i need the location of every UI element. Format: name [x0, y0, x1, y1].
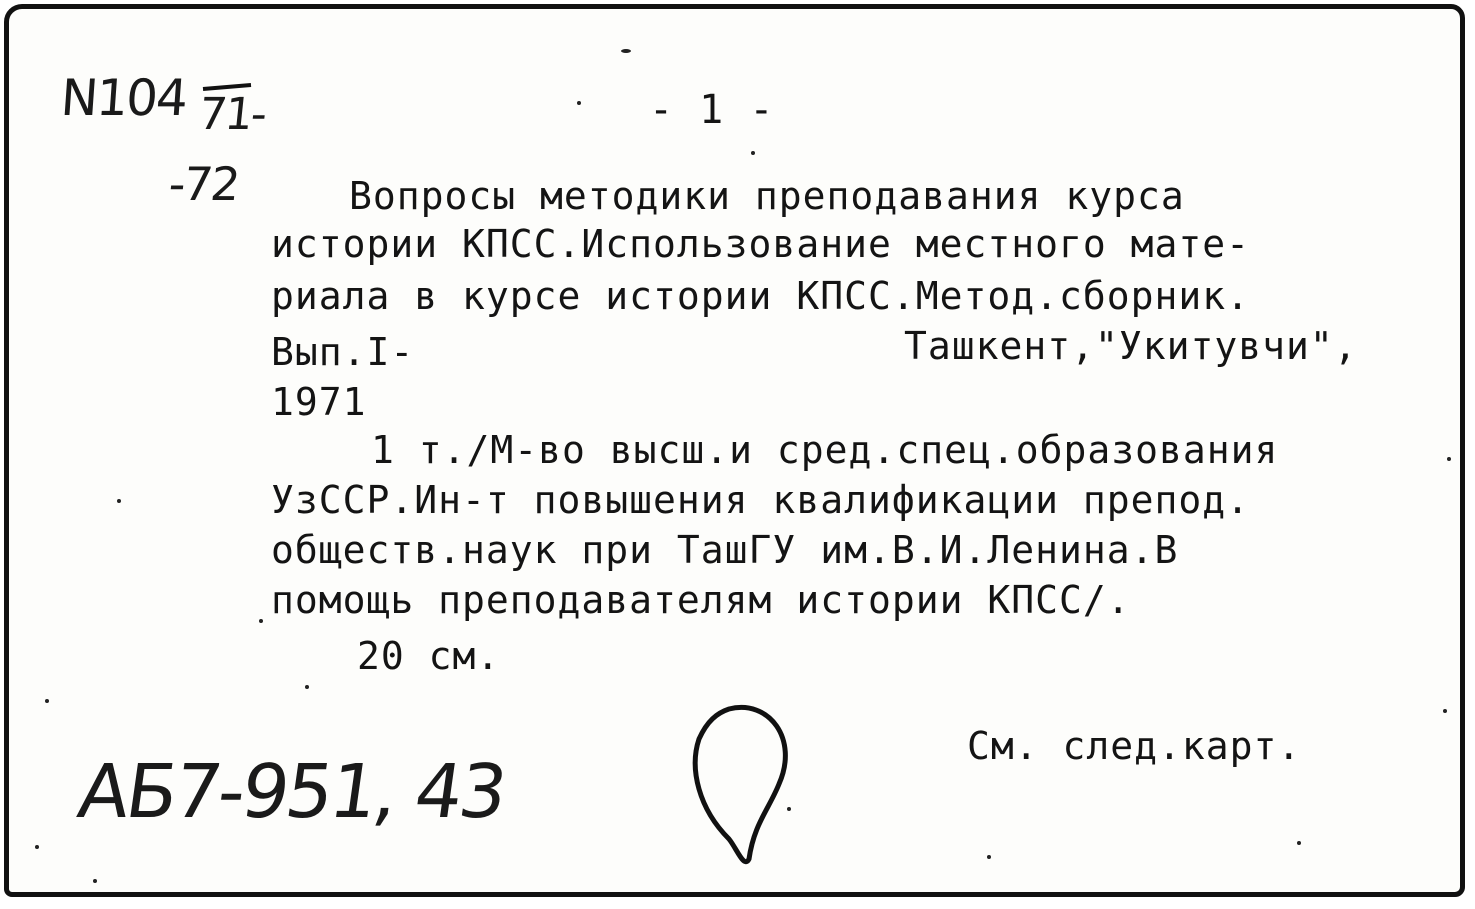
- speck: [35, 845, 39, 849]
- year-line: 1971: [271, 380, 367, 424]
- punch-hole-outline: [9, 9, 1465, 897]
- catalog-card: [4, 4, 1465, 897]
- handwritten-years-bottom: -72: [166, 157, 241, 211]
- handwritten-years-top: 71-: [196, 89, 268, 140]
- handwritten-shelfmark: АБ7-951, 43: [72, 749, 510, 835]
- speck: [751, 151, 755, 155]
- speck: [117, 499, 121, 503]
- speck: [987, 855, 991, 859]
- speck: [259, 619, 263, 623]
- title-line-1: Вопросы методики преподавания курса: [349, 174, 1185, 218]
- notes-line-4: помощь преподавателям истории КПСС/.: [271, 578, 1131, 622]
- issue-line: Вып.I-: [271, 330, 415, 374]
- size-line: 20 см.: [357, 634, 501, 678]
- speck: [1443, 709, 1447, 713]
- speck: [787, 807, 791, 811]
- notes-line-2: УзССР.Ин-т повышения квалификации препод.: [271, 478, 1250, 522]
- speck: [1447, 457, 1451, 461]
- continuation-note: См. след.карт.: [967, 724, 1302, 768]
- notes-line-3: обществ.наук при ТашГУ им.В.И.Ленина.В: [271, 528, 1179, 572]
- publisher-line: Ташкент,"Укитувчи",: [904, 324, 1358, 368]
- speck: [621, 49, 631, 53]
- title-line-2: истории КПСС.Использование местного мате-: [271, 222, 1250, 266]
- speck: [1297, 841, 1301, 845]
- speck: [1463, 309, 1465, 313]
- handwritten-card-number: N104: [58, 69, 188, 127]
- speck: [93, 879, 97, 883]
- speck: [577, 101, 581, 105]
- fraction-bar: [203, 85, 251, 89]
- page-number: - 1 -: [649, 87, 775, 133]
- notes-line-1: 1 т./М-во высш.и сред.спец.образования: [371, 428, 1279, 472]
- speck: [45, 699, 49, 703]
- speck: [305, 685, 309, 689]
- title-line-3: риала в курсе истории КПСС.Метод.сборник.: [271, 274, 1250, 318]
